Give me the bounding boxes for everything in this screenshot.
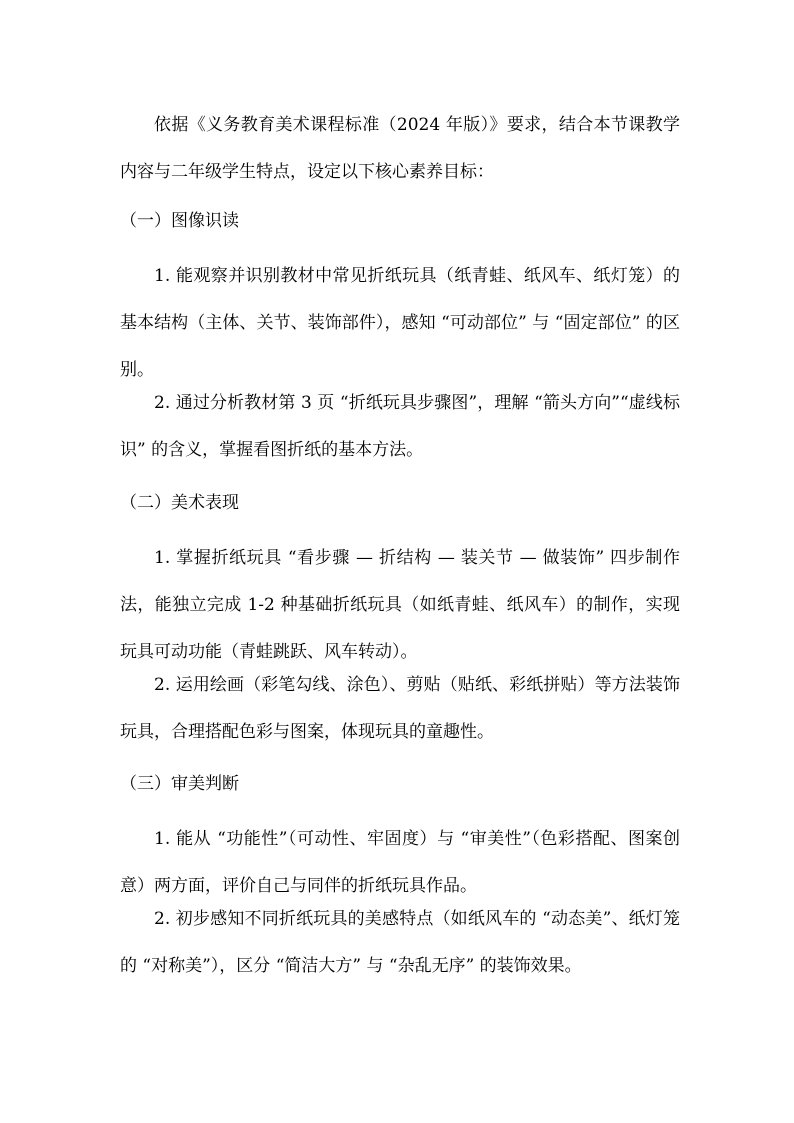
intro-paragraph: 依据《义务教育美术课程标准（2024 年版）》要求，结合本节课教学内容与二年级学生特点，设定以下核心素养目标：	[120, 115, 680, 182]
section3-item2: 2. 初步感知不同折纸玩具的美感特点（如纸风车的 “动态美”、纸灯笼的 “对称美”），区分 “简洁大方” 与 “杂乱无序” 的装饰效果。	[120, 909, 680, 976]
section1-item1: 1. 能观察并识别教材中常见折纸玩具（纸青蛙、纸风车、纸灯笼）的基本结构（主体、关节、装饰部件），感知 “可动部位” 与 “固定部位” 的区别。	[120, 266, 680, 380]
section1-item2: 2. 通过分析教材第 3 页 “折纸玩具步骤图”，理解 “箭头方向”“虚线标识” 的含义，掌握看图折纸的基本方法。	[120, 393, 680, 460]
section2-item1: 1. 掌握折纸玩具 “看步骤 — 折结构 — 装关节 — 做装饰” 四步制作法，能独立完成 1-2 种基础折纸玩具（如纸青蛙、纸风车）的制作，实现玩具可动功能（青蛙跳跃、风车转动）。	[120, 548, 680, 662]
section3-item1: 1. 能从 “功能性”（可动性、牢固度）与 “审美性”（色彩搭配、图案创意）两方面，评价自己与同伴的折纸玩具作品。	[120, 829, 680, 896]
section-heading-aesthetic-judgment: （三）审美判断	[120, 774, 239, 794]
section-heading-art-expression: （二）美术表现	[120, 493, 239, 513]
section-heading-image-reading: （一）图像识读	[120, 211, 239, 231]
section2-item2: 2. 运用绘画（彩笔勾线、涂色）、剪贴（贴纸、彩纸拼贴）等方法装饰玩具，合理搭配色彩与图案，体现玩具的童趣性。	[120, 675, 680, 742]
